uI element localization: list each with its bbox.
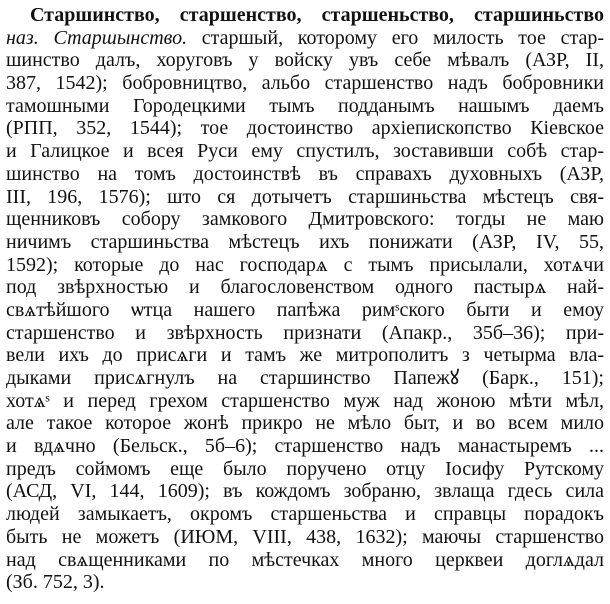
entry-line-3: 387, 1542); бобровництво, альбо старшенство надъ бобровники — [6, 72, 604, 95]
entry-line-2: шинство далъ, хоруговъ у войску увъ себе мѣвалъ (АЗР, II, — [6, 49, 604, 72]
entry-line-24: над свѧщенниками по мѣстечках много церквеи доглѧдал — [6, 548, 604, 571]
entry-line-5: (РПП, 352, 1544); тое достоинство архіепископство Кіевское — [6, 117, 604, 140]
translation: Старшынство. — [53, 26, 188, 49]
entry-line-7: шинство на томъ достоинствѣ въ справахъ духовныхъ (АЗР, — [6, 162, 604, 185]
entry-line-21: (АСД, VI, 144, 1609); въ кождомъ зобраню, звлаща гдесь сила — [6, 480, 604, 503]
entry-line-23: быть не можетъ (ИЮМ, VIII, 438, 1632); маючы старшенство — [6, 525, 604, 548]
entry-line-4: тамошными Городецкими тымъ подданымъ нашымъ даемъ — [6, 94, 604, 117]
entry-line-1 — [6, 27, 604, 50]
entry-line-17: хотѧˢ и перед грехом старшенство муж над жоною мѣти мѣл, — [6, 389, 604, 412]
entry-line-12: под звѣрхностью и благословенством одного пастырѧ най- — [6, 276, 604, 299]
entry-line-9: щенниковъ собору замкового Дмитровского: тогды не маю — [6, 208, 604, 231]
entry-line-14: старшенство и звѣрхность признати (Апакр., 35б–36); при- — [6, 321, 604, 344]
entry-line-19: и вдѧчно (Бельск., 5б–6); старшенство надъ манастыремъ ... — [6, 435, 604, 458]
entry-line-10: ничимъ старшиньства мѣстецъ ихъ понижати (АЗР, IV, 55, — [6, 230, 604, 253]
entry-line-22: людей замыкаетъ, окромъ старшеньства и справцы порадокъ — [6, 503, 604, 526]
entry-line-25: (Зб. 752, 3). — [6, 571, 105, 594]
headword: Старшинство, старшенство, старшеньство, старшиньство — [30, 4, 604, 26]
entry-line-13: свѧтѣйшого ѡтца нашего папѣжа римˢского быти и емоу — [6, 298, 604, 321]
entry-line-16: дыками присѧгнулъ на старшинство Папежꙋ (Барк., 151); — [6, 367, 604, 389]
entry-line-15: вели ихъ до присѧги и тамъ же митрополитъ з четырма вла- — [6, 344, 604, 367]
entry-line-20: предъ соймомъ еще было поручено отцу Іосифу Рутскому — [6, 457, 604, 480]
entry-line-6: и Галицкое и всея Руси ему спустилъ, зоставивши собѣ стар- — [6, 140, 604, 163]
entry-line-18: але такое которое жонѣ прикро не мѣло быт, и во всем мило — [6, 412, 604, 435]
entry-line-0 — [6, 4, 604, 27]
entry-line-11: 1592); которые до нас господарѧ с тымъ присылали, хотѧчи — [6, 253, 604, 276]
entry-line-8: III, 196, 1576); што ся дотычетъ старшиньства мѣстецъ свя- — [6, 185, 604, 208]
part-of-speech-label: наз. — [6, 26, 39, 49]
entry-text-segment: старшый, которому его милость тое стар- — [201, 26, 604, 49]
dictionary-entry — [6, 4, 604, 594]
